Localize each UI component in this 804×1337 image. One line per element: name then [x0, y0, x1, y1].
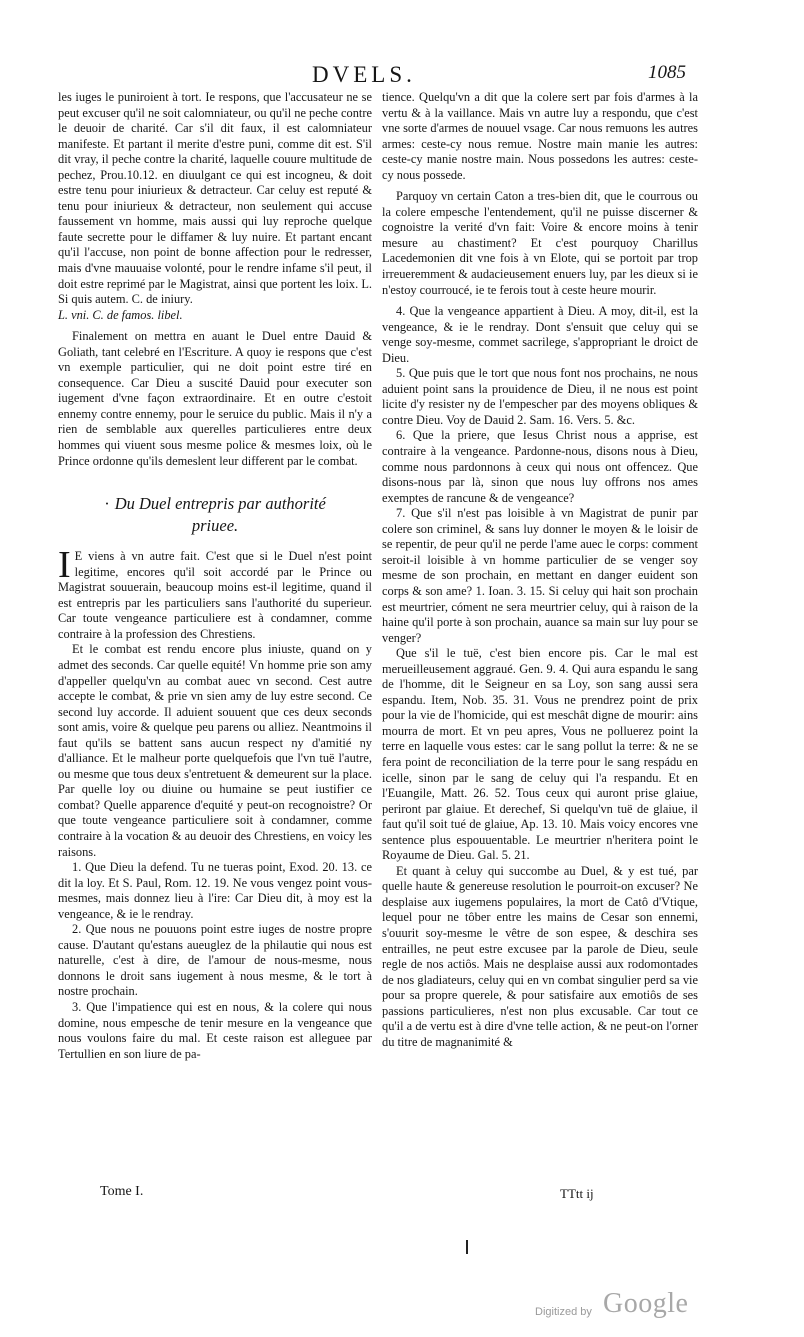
- paragraph: Finalement on mettra en auant le Duel entre Dauid & Goliath, tant celebré en l'Escriture. A quoy ie respons que c'est vn exemple particulier, qui ne doit point estre tiré en consequence. Car Dieu a suscité Dauid pour executer son iugement d'vne façon extraordinaire. Et en outre c'estoit ennemy contre ennemy, pour le seruice du public. Mais il n'y a rien de semblable aux querelles particulieres entre deux hommes qui viuent sous mesme police & mesmes loix, où le Prince ordonne qu'ils demeslent leur different par le combat.: [58, 329, 372, 468]
- paragraph: [58, 544, 372, 642]
- paragraph: 7. Que s'il n'est pas loisible à vn Magistrat de punir par colere son criminel, & sans luy donner le moyen & le loisir de se repentir, de peur qu'il ne perde l'ame auec le corps: comment seroit-il loisible à vn homme particulier de se venger soy mesme de son prochain, en mettant en danger euident son corps & son ame? 1. Ioan. 3. 15. Si celuy qui hait son prochain est meurtrier, cóment ne sera meurtrier celuy, qui à raison de la haine qu'il porte à son prochain, auance sa main sur luy pour se venger?: [382, 506, 698, 645]
- paragraph: tience. Quelqu'vn a dit que la colere sert par fois d'armes à la vertu & à la vaillance. Mais vn autre luy a respondu, que c'est vne sorte d'armes de nouuel vsage. Car nous remuons les autres armes: ceste-cy nous remue. Nostre main manie les autres: ceste-cy manie nostre main. Nous possedons les autres: ceste-cy nous possede.: [382, 90, 698, 182]
- paragraph: 3. Que l'impatience qui est en nous, & la colere qui nous domine, nous empesche de tenir mesure en la vengeance que nous voulons faire du mal. Et ceste raison est alleguee par Tertullien en son liure de pa-: [58, 999, 372, 1061]
- section-heading-line: Du Duel entrepris par authorité: [114, 494, 326, 514]
- volume-label: Tome I.: [100, 1184, 144, 1199]
- right-column: [382, 90, 698, 1050]
- marginal-note: L. vni. C. de famos. libel.: [58, 307, 183, 322]
- paragraph: Parquoy vn certain Caton a tres-bien dit, que le courrous ou la colere empesche l'entendement, qu'il ne puisse discerner & cognoistre la verité d'vn fait: Voire & encore moins à tenir mesure au chastiment? Et c'est pourquoy Charillus Lacedemonien dit vne fois à vn Elote, qui se portoit par trop irreueremment & audacieusement enuers luy, par les dieux si ie n'estoy courroucé, ie te ferois tout à ceste heure mourir.: [382, 189, 698, 297]
- paragraph: Que s'il le tuë, c'est bien encore pis. Car le mal est merueilleusement aggraué. Gen. 9. 4. Qui aura espandu le sang de l'homme, dit le Seigneur en sa Loy, son sang aussi sera espandu. Item, Nob. 35. 31. Vous ne prendrez point de prix pour la vie de l'homicide, qui est meschât digne de mourir: ains mourra de mort. Et vn peu apres, Vous ne polluerez point la terre en laquelle vous estes: car le sang pollut la terre: & ne se fera point de reconciliation de la terre pour le sang respádu en icelle, sinon par le sang de celuy qui l'a respandu. Et en l'Euangile, Matt. 26. 52. Tous ceux qui auront prise glaiue, periront par glaiue. Et derechef, Si quelqu'vn tuë de glaiue, il faut qu'il soit tué de glaiue, Ap. 13. 10. Mais voicy encores vne sentence plus espouuentable. Le meurtrier n'heritera point le Royaume de Dieu. Gal. 5. 21.: [382, 646, 698, 863]
- google-logo: Google: [603, 1288, 689, 1319]
- paragraph: 2. Que nous ne pouuons point estre iuges de nostre propre cause. D'autant qu'estans aueuglez de la philautie qui nous est naturelle, c'est à dire, de l'amour de nous-mesme, nous donnons le droit sans iugement à nous mesme, & le tort à nostre prochain.: [58, 922, 372, 999]
- paragraph: 5. Que puis que le tort que nous font nos prochains, ne nous aduient point sans la prouidence de Dieu, il ne nous est point licite d'y resister ny de l'empescher par des moyens obliques & contre Dieu. Voy de Dauid 2. Sam. 16. Vers. 5. &c.: [382, 366, 698, 427]
- stray-mark: [466, 1240, 468, 1254]
- page-header: [0, 62, 804, 88]
- paragraph: les iuges le puniroient à tort. Ie respons, que l'accusateur ne se peut excuser qu'il ne soit calomniateur, ou qu'il ne peche contre le deuoir de charité. Car s'il dit faux, il est calomniateur manifeste. Et partant il merite d'estre puni, comme dit est. S'il dit vray, il peche contre la charité, laquelle couure multitude de pechez, Prou.10.12. en diuulgant ce qui est incogneu, & doit estre tenu pour iniurieux & detracteur. Car celuy est reputé & tenu pour iniurieux & detracteur, non seulement qui accuse faussement vn homme, mais aussi qui luy reproche quelque faute secrette pour le diffamer & luy nuire. Et partant encant qu'il l'accuse, non point de bonne affection pour le redresser, mais d'vne mauuaise volonté, pour le rendre infame s'il peut, il doit estre reprimé par le Magistrat, ainsi que portent les loix. L. Si quis autem. C. de iniury.: [58, 90, 372, 307]
- paragraph: Et quant à celuy qui succombe au Duel, & y est tué, par quelle haute & genereuse resolution le pourroit-on excuser? Ne desplaise aux iugemens populaires, la mort de Catô d'Vtique, lequel pour ne tôber entre les mains de Cesar son ennemi, s'ouurit soy-mesme le vêtre de son espee, & deschira ses entrailles, ne peut estre excusee par la parole de Dieu, seule regle de nos actiôs. Mais ne desplaise aussi aux rodomontades de nos gladiateurs, celuy qui en vn combat singulier perd sa vie pour sa propre querele, & pour satisfaire aux emotiôs de ses passions particulieres, n'est non plus excusable. Car tout ce qu'il a de vertu est à dire d'vne telle action, & ne peut-on l'orner du titre de magnanimité &: [382, 863, 698, 1049]
- watermark-text: Digitized by: [535, 1306, 592, 1318]
- drop-cap: I: [58, 544, 71, 587]
- paragraph: 1. Que Dieu la defend. Tu ne tueras point, Exod. 20. 13. ce dit la loy. Et S. Paul, Rom. 12. 19. Ne vous vengez point vous-mesmes, mais donnez lieu à l'ire: Car Dieu dit, à moy est la vengeance, & ie le rendray.: [58, 860, 372, 921]
- running-head: DVELS.: [312, 62, 416, 87]
- left-column: [58, 90, 372, 1062]
- paragraph: 4. Que la vengeance appartient à Dieu. A moy, dit-il, est la vengeance, & ie le rendray. Dont s'ensuit que celuy qui se venge soy-mesme, commet sacrilege, s'appropriant le droict de Dieu.: [382, 304, 698, 365]
- signature-mark: TTtt ij: [560, 1186, 594, 1201]
- section-heading: · Du Duel entrepris par authorité priuee.: [104, 494, 326, 536]
- paragraph-text: E viens à vn autre fait. C'est que si le Duel n'est point legitime, encores qu'il soit accordé par le Prince ou Magistrat souuerain, beaucoup moins est-il legitime, quand il est entrepris par les particuliers sans l'authorité du superieur. Car toute vengeance particuliere est à condamner, comme contraire à la profession des Chrestiens.: [58, 549, 372, 641]
- page-number: 1085: [648, 62, 686, 83]
- paragraph: Et le combat est rendu encore plus iniuste, quand on y admet des seconds. Car quelle equité! Vn homme prie son amy d'appeller quelqu'vn au combat auec vn second. Cest autre accepte le combat, & prie vn sien amy de luy estre second. Ce second luy accorde. Il aduient souuent que ces deux seconds sont amis, voire & quelque peu parens ou alliez. Neantmoins il faut qu'ils se battent sans aucun respect ny d'amitié ny d'alliance. Et le malheur porte quelquefois que l'vn tuë l'autre, ou mesme que tous deux s'entretuent & demeurent sur la place. Par quelle loy ou diuine ou humaine se peut iustifier ce combat? Quelle apparence d'equité y peut-on recognoistre? Or que toute vengeance particuliere soit à condamner, comme contraire à la vocation & au deuoir des Chrestiens, en voicy les raisons.: [58, 642, 372, 859]
- section-heading-line: priuee.: [191, 516, 239, 536]
- paragraph: 6. Que la priere, que Iesus Christ nous a apprise, est contraire à la vengeance. Pardonne-nous, disons nous à Dieu, comme nous pardonnons à ceux qui nous ont offencez. Que disons-nous par là, sinon que nous luy offrons nos ames exemptes de rancune & de vengeance?: [382, 428, 698, 505]
